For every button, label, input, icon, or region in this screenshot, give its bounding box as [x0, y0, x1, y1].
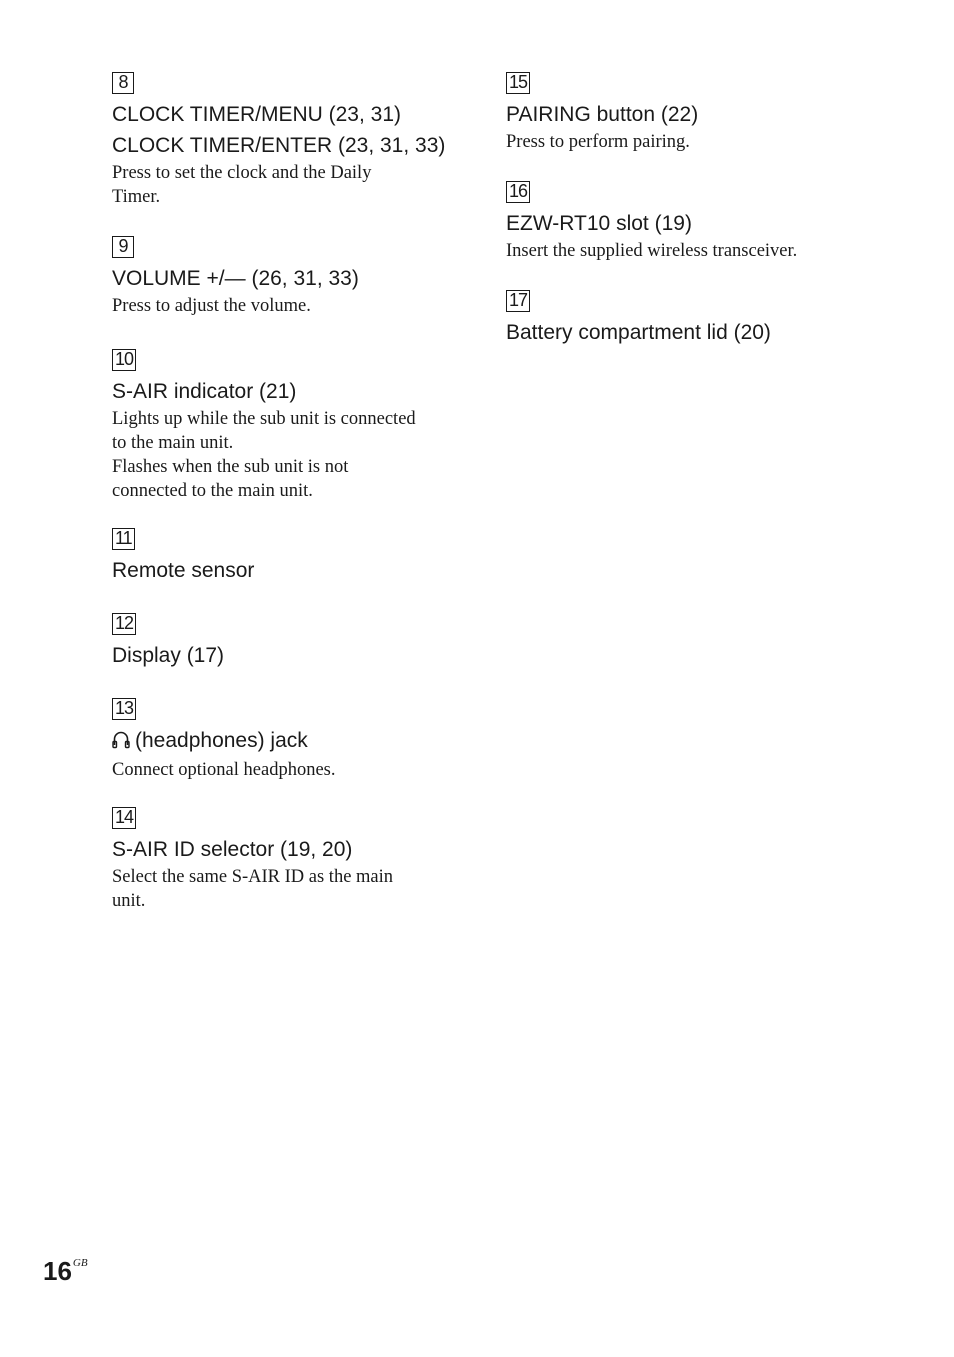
item-number: 14 [112, 807, 136, 829]
headphones-icon [112, 727, 130, 758]
page-number-value: 16 [43, 1256, 72, 1286]
item-number: 12 [112, 613, 136, 635]
item-description: Select the same S-AIR ID as the main [112, 867, 394, 887]
page-number-suffix: GB [72, 1257, 88, 1269]
item-number: 8 [112, 72, 134, 94]
item-number: 15 [506, 72, 530, 94]
item-description: connected to the main unit. [112, 481, 313, 501]
page-number [43, 1248, 88, 1286]
item-15 [506, 72, 866, 181]
item-description: Timer. [112, 187, 161, 207]
item-title: Remote sensor [112, 559, 255, 582]
item-number: 10 [112, 349, 136, 371]
item-number: 17 [506, 290, 530, 312]
item-description: unit. [112, 891, 146, 911]
right-column [506, 72, 866, 348]
item-title: (headphones) jack [135, 729, 308, 752]
item-number: 9 [112, 236, 134, 258]
item-17 [506, 290, 866, 348]
item-title: VOLUME +/— (26, 31, 33) [112, 267, 359, 290]
item-title: PAIRING button (22) [506, 103, 699, 126]
item-description: Connect optional headphones. [112, 760, 336, 780]
item-number: 11 [112, 528, 135, 550]
item-description: Flashes when the sub unit is not [112, 457, 349, 477]
item-title-row [112, 725, 462, 758]
item-description: Press to adjust the volume. [112, 296, 311, 316]
item-13 [112, 698, 462, 807]
item-description: to the main unit. [112, 433, 234, 453]
item-9 [112, 236, 462, 349]
left-column [112, 72, 462, 913]
item-11 [112, 528, 462, 613]
item-title: CLOCK TIMER/ENTER (23, 31, 33) [112, 134, 446, 157]
item-description: Press to set the clock and the Daily [112, 163, 372, 183]
item-number: 13 [112, 698, 136, 720]
item-title: Battery compartment lid (20) [506, 321, 771, 344]
item-number: 16 [506, 181, 530, 203]
item-title: S-AIR ID selector (19, 20) [112, 838, 353, 861]
item-title: CLOCK TIMER/MENU (23, 31) [112, 103, 402, 126]
item-title: EZW-RT10 slot (19) [506, 212, 692, 235]
item-14 [112, 807, 462, 913]
item-10 [112, 349, 462, 528]
item-description: Insert the supplied wireless transceiver. [506, 241, 798, 261]
item-16 [506, 181, 866, 290]
item-8 [112, 72, 462, 236]
item-title: Display (17) [112, 644, 225, 667]
item-description: Lights up while the sub unit is connected [112, 409, 416, 429]
item-description: Press to perform pairing. [506, 132, 690, 152]
item-12 [112, 613, 462, 698]
item-title: S-AIR indicator (21) [112, 380, 297, 403]
